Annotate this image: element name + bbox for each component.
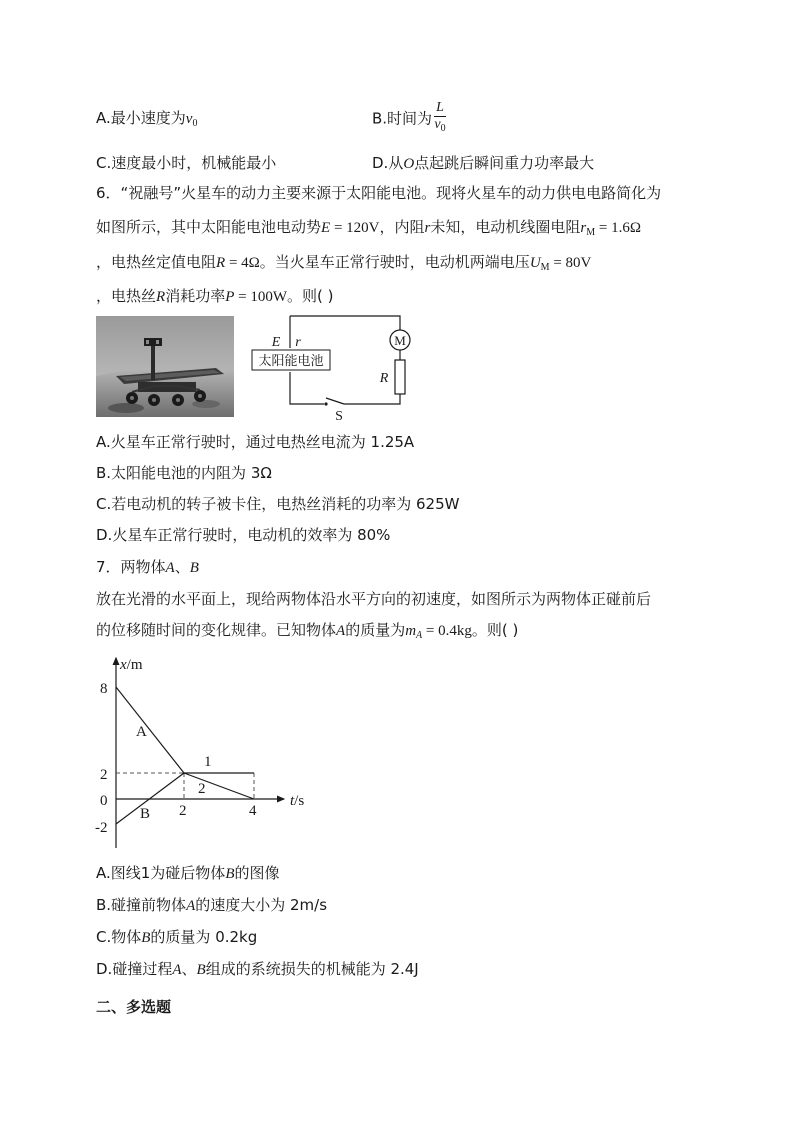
resistor-symbol: [395, 360, 405, 394]
q6-option-a: A.火星车正常行驶时，通过电热丝电流为 1.25A: [96, 433, 415, 451]
fraction-l-over-v0: $\frac{L}{v_0}$: [434, 100, 446, 134]
q7-option-c: C.物体B的质量为 0.2kg: [96, 928, 258, 946]
y-tick-0: 0: [100, 793, 108, 809]
q6-option-c: C.若电动机的转子被卡住，电热丝消耗的功率为 625W: [96, 495, 460, 513]
q7-stem-line1: 7．两物体A、B: [96, 558, 199, 576]
q6-option-d: D.火星车正常行驶时，电动机的效率为 80%: [96, 526, 391, 544]
switch-contact: [324, 402, 327, 405]
q5-option-b: B.时间为 $\frac{L}{v_0}$: [372, 100, 446, 137]
label-b: B: [140, 806, 151, 822]
xt-graph: [88, 652, 318, 852]
x-tick-2: 2: [179, 803, 187, 819]
label-2: 2: [198, 781, 206, 797]
battery-label: 太阳能电池: [258, 354, 324, 369]
emf-label: E: [271, 335, 281, 350]
internal-resistance-label: r: [295, 335, 301, 350]
q7-option-a: A.图线1为碰后物体B的图像: [96, 864, 280, 882]
q6-stem-line1: 6．“祝融号”火星车的动力主要来源于太阳能电池。现将火星车的动力供电电路简化为: [96, 184, 662, 202]
q6-stem-line2: 如图所示，其中太阳能电池电动势E = 120V，内阻r未知，电动机线圈电阻$r_M = 1.6\Omega$: [96, 218, 641, 238]
line-2-after: [184, 773, 254, 799]
switch-label: S: [335, 409, 343, 424]
line-a-before: [116, 687, 184, 773]
q6-option-b: B.太阳能电池的内阻为 3Ω: [96, 464, 272, 482]
q7-option-d: D.碰撞过程A、B组成的系统损失的机械能为 2.4J: [96, 960, 419, 978]
y-axis-label: x/m: [120, 657, 143, 673]
q5-option-a: A.最小速度为$v_0$: [96, 109, 198, 129]
y-tick-neg2: -2: [95, 820, 108, 836]
resistor-label: R: [379, 371, 389, 386]
label-a: A: [136, 724, 147, 740]
y-tick-8: 8: [100, 681, 108, 697]
q6-stem-line4: ，电热丝R消耗功率P = 100W。则( ): [96, 287, 334, 305]
motor-label: M: [394, 333, 406, 348]
q5-option-d: D.从O点起跳后瞬间重力功率最大: [372, 154, 595, 172]
q7-stem-line2: 放在光滑的水平面上，现给两物体沿水平方向的初速度，如图所示为两物体正碰前后: [96, 590, 652, 608]
mars-rover-photo: [96, 316, 234, 417]
q6-stem-line3: ，电热丝定值电阻R = 4Ω。当火星车正常行驶时，电动机两端电压$U_M = 80V$: [96, 253, 592, 273]
section-heading-multiple-choice: 二、多选题: [96, 998, 172, 1016]
q7-stem-line3: 的位移随时间的变化规律。已知物体A的质量为$m_A = 0.4kg$。则( ): [96, 621, 519, 641]
label-1: 1: [204, 754, 212, 770]
x-axis-label: t/s: [290, 793, 305, 809]
q5-option-c: C.速度最小时，机械能最小: [96, 154, 277, 172]
circuit-diagram: [244, 312, 424, 424]
x-tick-4: 4: [249, 803, 257, 819]
q7-option-b: B.碰撞前物体A的速度大小为 2m/s: [96, 896, 328, 914]
y-tick-2: 2: [100, 767, 108, 783]
